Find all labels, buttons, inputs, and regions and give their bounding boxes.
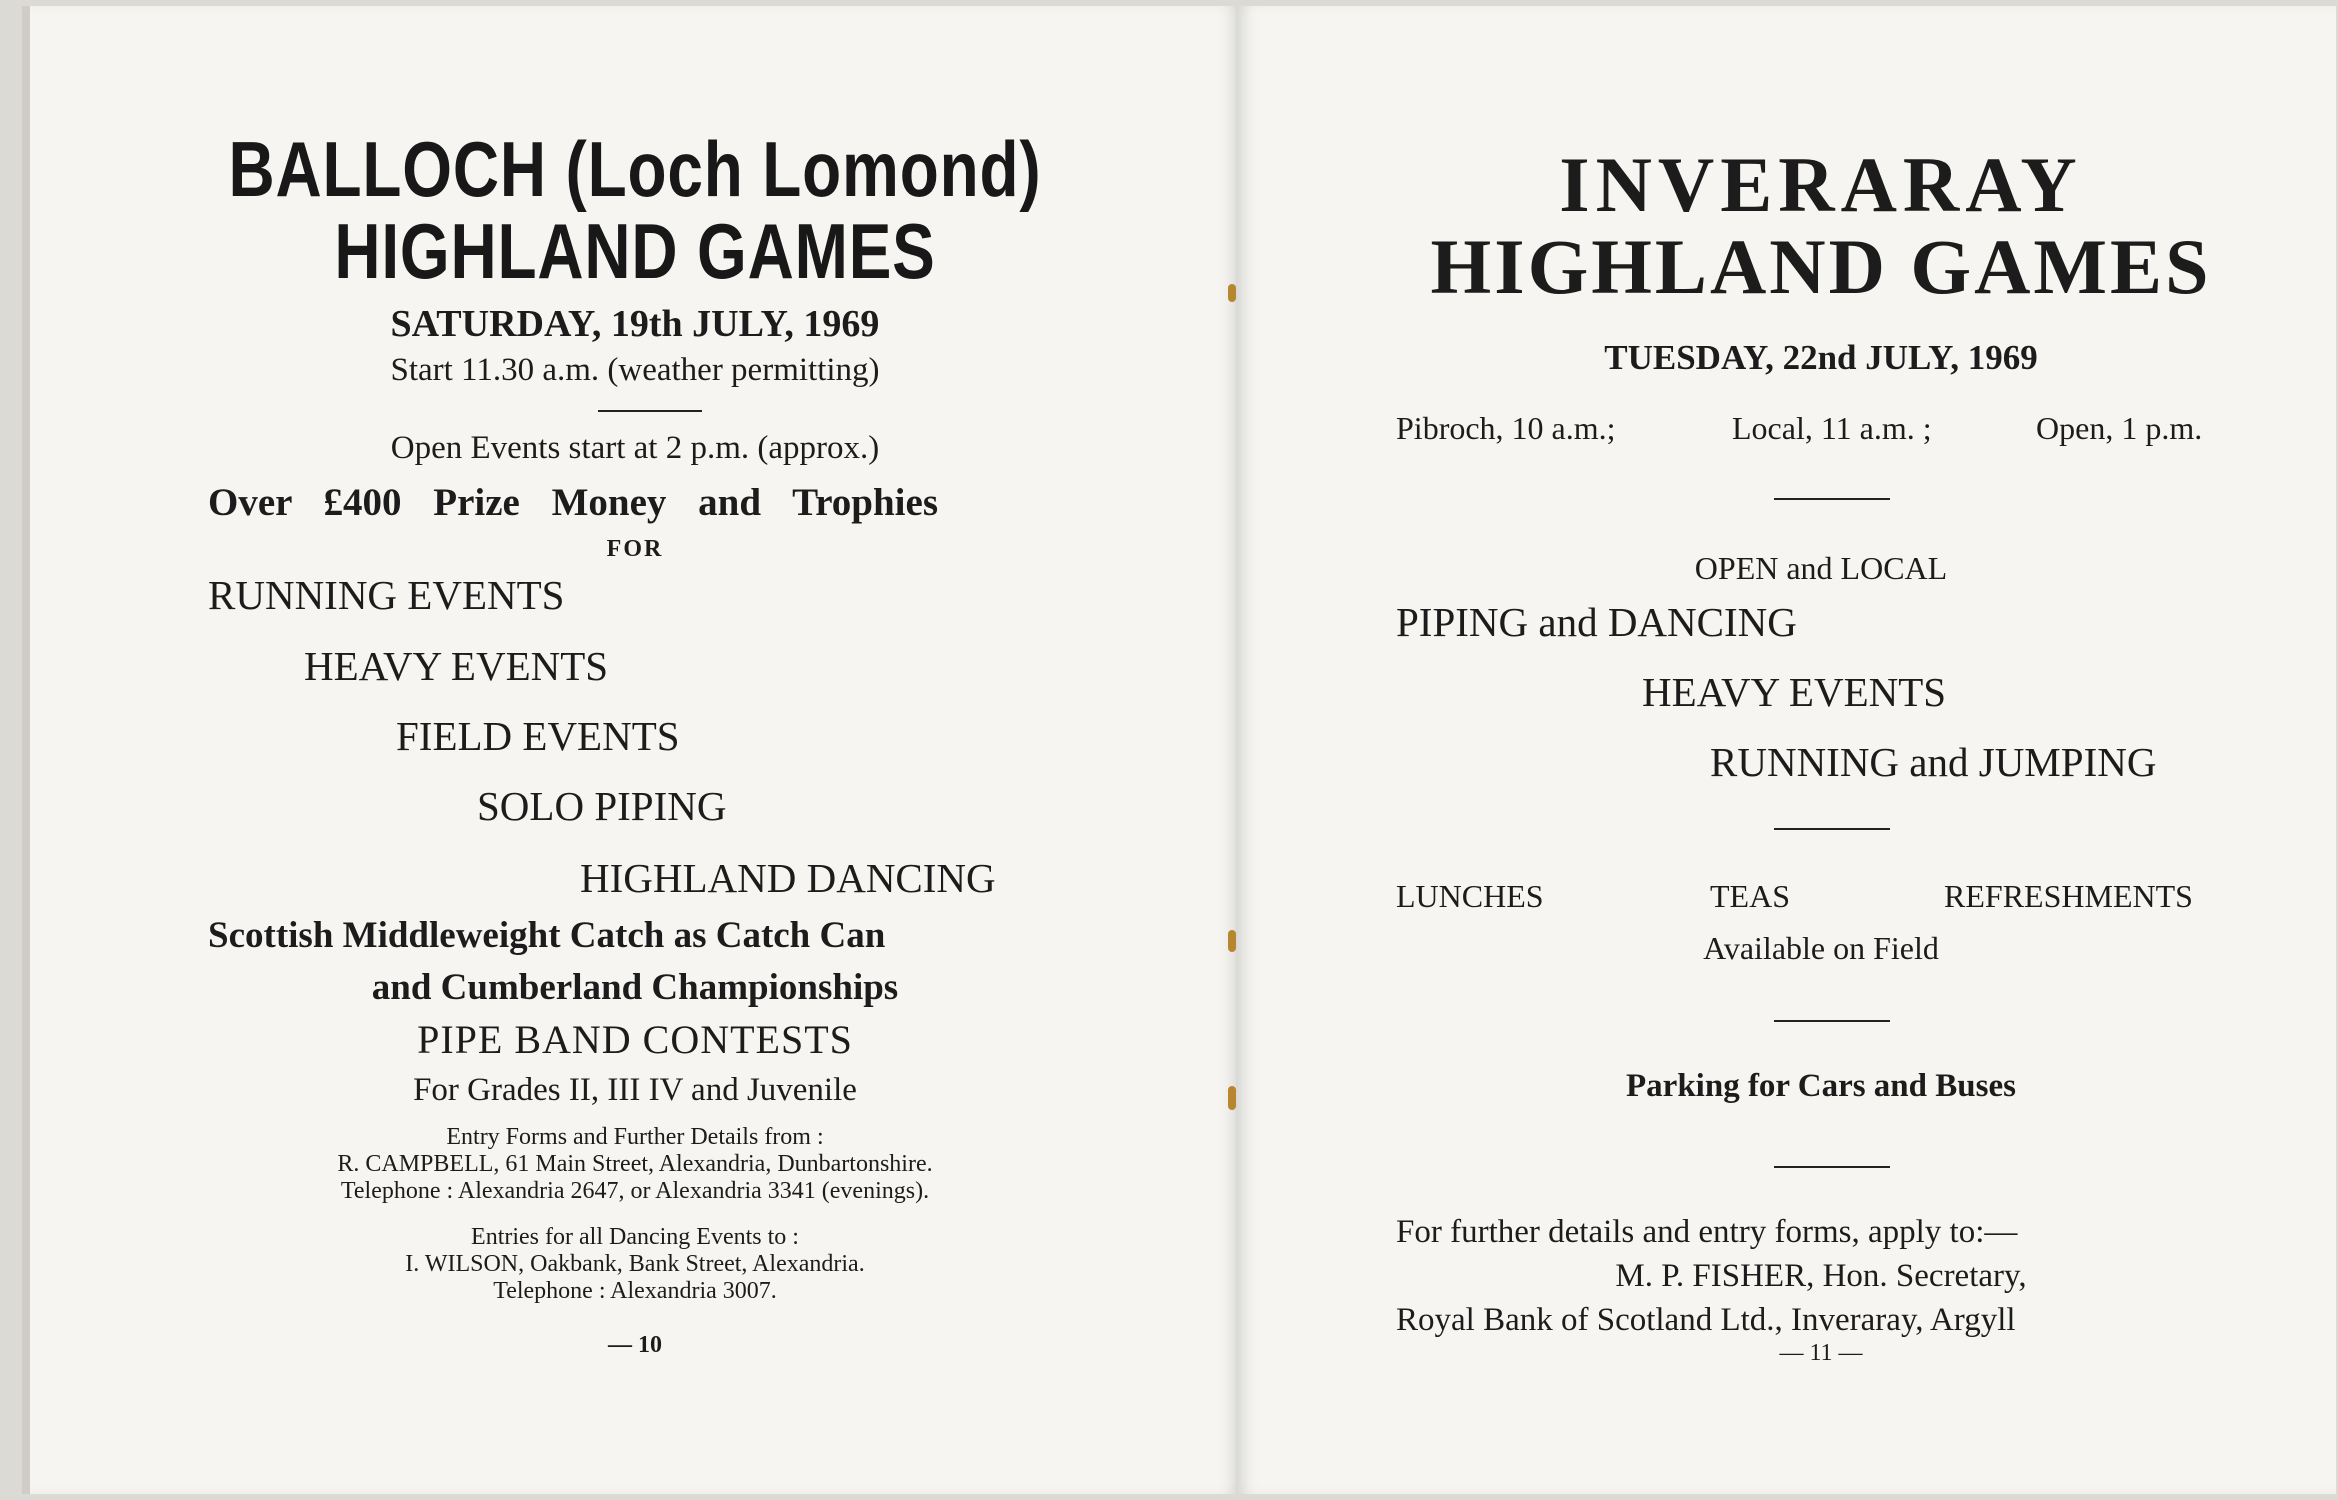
wilson-telephone: Telephone : Alexandria 3007. xyxy=(493,1278,777,1304)
championship-line1: Scottish Middleweight Catch as Catch Can xyxy=(208,915,886,956)
secretary-name: M. P. FISHER, Hon. Secretary, xyxy=(1615,1258,2027,1294)
inveraray-date: TUESDAY, 22nd JULY, 1969 xyxy=(1604,338,2038,377)
event-field: FIELD EVENTS xyxy=(396,713,680,759)
refreshments-label: REFRESHMENTS xyxy=(1944,878,2193,914)
balloch-start-time: Start 11.30 a.m. (weather permitting) xyxy=(390,352,880,388)
event-solo-piping: SOLO PIPING xyxy=(477,783,727,829)
inveraray-title-line2: HIGHLAND GAMES xyxy=(1430,223,2212,310)
page-number-left: — 10 xyxy=(608,1332,662,1358)
binding-stain xyxy=(1228,930,1236,952)
event-highland-dancing: HIGHLAND DANCING xyxy=(580,855,996,901)
time-open: Open, 1 p.m. xyxy=(2036,410,2203,446)
campbell-telephone: Telephone : Alexandria 2647, or Alexandria 3341 (evenings). xyxy=(340,1178,930,1204)
page-number-right: — 11 — xyxy=(1779,1340,1863,1366)
campbell-address: R. CAMPBELL, 61 Main Street, Alexandria, Dunbartonshire. xyxy=(337,1151,933,1177)
divider-rule xyxy=(1774,1020,1890,1022)
wilson-address: I. WILSON, Oakbank, Bank Street, Alexandria. xyxy=(405,1251,865,1277)
event-heavy-events: HEAVY EVENTS xyxy=(1642,669,1947,715)
dancing-entries-label: Entries for all Dancing Events to : xyxy=(471,1224,799,1250)
entry-forms-label: Entry Forms and Further Details from : xyxy=(446,1124,824,1150)
balloch-date: SATURDAY, 19th JULY, 1969 xyxy=(390,303,880,345)
available-on-field: Available on Field xyxy=(1703,930,1939,966)
balloch-title-line1: BALLOCH (Loch Lomond) xyxy=(228,125,1042,213)
lunches-label: LUNCHES xyxy=(1396,878,1544,914)
pipe-band-contests: PIPE BAND CONTESTS xyxy=(417,1017,853,1062)
event-running-jumping: RUNNING and JUMPING xyxy=(1710,739,2157,785)
divider-rule xyxy=(1774,828,1890,830)
event-running: RUNNING EVENTS xyxy=(208,572,565,618)
balloch-title-line2: HIGHLAND GAMES xyxy=(334,207,936,295)
bank-address: Royal Bank of Scotland Ltd., Inveraray, Argyll xyxy=(1396,1302,2016,1338)
inveraray-title-line1: INVERARAY xyxy=(1559,141,2083,228)
time-local: Local, 11 a.m. ; xyxy=(1732,410,1932,446)
parking-notice: Parking for Cars and Buses xyxy=(1626,1068,2016,1104)
pipe-band-grades: For Grades II, III IV and Juvenile xyxy=(413,1072,857,1108)
championship-line2: and Cumberland Championships xyxy=(371,967,899,1008)
time-pibroch: Pibroch, 10 a.m.; xyxy=(1396,410,1616,446)
divider-rule xyxy=(1774,498,1890,500)
for-label: FOR xyxy=(606,536,664,562)
event-piping-dancing: PIPING and DANCING xyxy=(1396,599,1797,645)
binding-stain xyxy=(1228,1086,1236,1110)
event-heavy: HEAVY EVENTS xyxy=(304,643,609,689)
teas-label: TEAS xyxy=(1710,878,1790,914)
prize-money: Over £400 Prize Money and Trophies xyxy=(208,481,939,524)
binding-stain xyxy=(1228,284,1236,302)
further-details: For further details and entry forms, apply to:— xyxy=(1396,1214,2018,1250)
divider-rule xyxy=(1774,1166,1890,1168)
right-page xyxy=(1236,6,2336,1494)
open-events-time: Open Events start at 2 p.m. (approx.) xyxy=(390,430,880,466)
divider-rule xyxy=(598,410,702,412)
left-page xyxy=(22,6,1240,1494)
open-and-local: OPEN and LOCAL xyxy=(1694,550,1948,586)
